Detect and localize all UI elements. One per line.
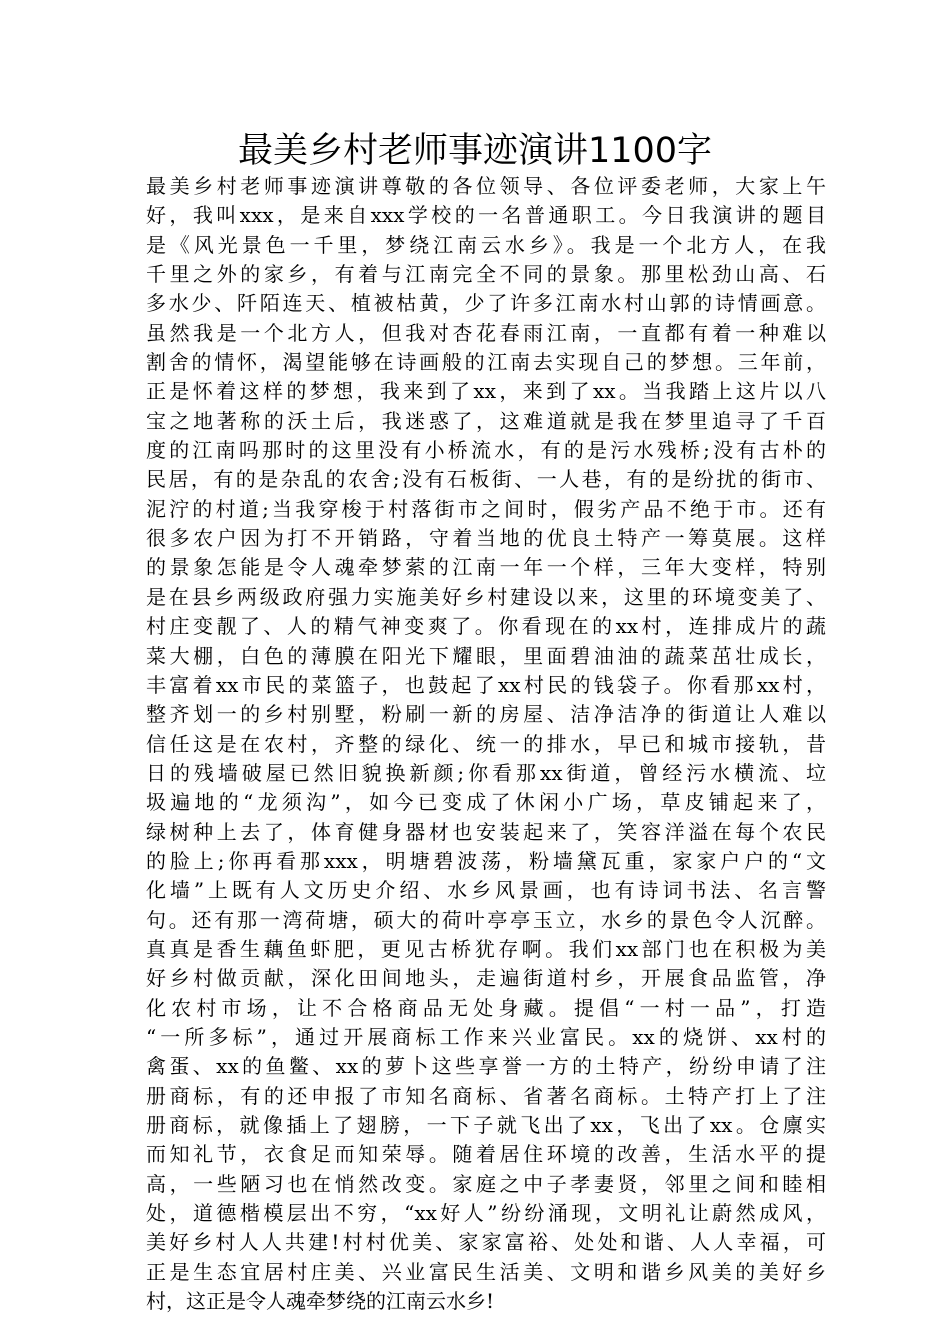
body-text-line: 民居，有的是杂乱的农舍;没有石板街、一人巷，有的是纷扰的街市、 xyxy=(146,467,826,492)
body-text-line: 宝之地著称的沃土后，我迷惑了，这难道就是我在梦里追寻了千百 xyxy=(146,408,826,433)
body-text-line: 很多农户因为打不开销路，守着当地的优良土特产一筹莫展。这样 xyxy=(146,526,826,551)
body-text-line: 的脸上;你再看那xxx，明塘碧波荡，粉墙黛瓦重，家家户户的“文 xyxy=(146,848,826,873)
body-text-line: 绿树种上去了，体育健身器材也安装起来了，笑容洋溢在每个农民 xyxy=(146,819,826,844)
body-text-line: 虽然我是一个北方人，但我对杏花春雨江南，一直都有着一种难以 xyxy=(146,320,826,345)
body-text-line: 千里之外的家乡，有着与江南完全不同的景象。那里松劲山高、石 xyxy=(146,262,826,287)
body-text-line: 好，我叫xxx，是来自xxx学校的一名普通职工。今日我演讲的题目 xyxy=(146,203,826,228)
body-text-line: 日的残墙破屋已然旧貌换新颜;你看那xx街道，曾经污水横流、垃 xyxy=(146,760,826,785)
body-text-line: 泥泞的村道;当我穿梭于村落街市之间时，假劣产品不绝于市。还有 xyxy=(146,496,826,521)
body-text-line: 而知礼节，衣食足而知荣辱。随着居住环境的改善，生活水平的提 xyxy=(146,1142,826,1167)
body-text-line: 信任这是在农村，齐整的绿化、统一的排水，早已和城市接轨，昔 xyxy=(146,731,826,756)
body-text-line: 最美乡村老师事迹演讲尊敬的各位领导、各位评委老师，大家上午 xyxy=(146,174,826,198)
body-text-line: 册商标，有的还申报了市知名商标、省著名商标。土特产打上了注 xyxy=(146,1083,826,1108)
body-text-line: 多水少、阡陌连天、植被枯黄，少了许多江南水村山郭的诗情画意。 xyxy=(146,291,826,316)
body-text-line: 的景象怎能是令人魂牵梦萦的江南一年一个样，三年大变样，特别 xyxy=(146,555,826,580)
body-text-line: 正是怀着这样的梦想，我来到了xx，来到了xx。当我踏上这片以八 xyxy=(146,379,826,404)
body-text-line: 真真是香生藕鱼虾肥，更见古桥犹存啊。我们xx部门也在积极为美 xyxy=(146,936,826,961)
body-text-line: 村庄变靓了、人的精气神变爽了。你看现在的xx村，连排成片的蔬 xyxy=(146,614,826,639)
document-body xyxy=(146,172,826,1316)
body-text-line: 是在县乡两级政府强力实施美好乡村建设以来，这里的环境变美了、 xyxy=(146,584,826,609)
body-text-line: 册商标，就像插上了翅膀，一下子就飞出了xx，飞出了xx。仓廪实 xyxy=(146,1113,826,1137)
body-text-line: 处，道德楷模层出不穷，“xx好人”纷纷涌现，文明礼让蔚然成风， xyxy=(146,1201,826,1226)
body-text-line: 是《风光景色一千里，梦绕江南云水乡》。我是一个北方人，在我 xyxy=(146,232,826,257)
body-text-line: 句。还有那一湾荷塘，硕大的荷叶亭亭玉立，水乡的景色令人沉醉。 xyxy=(146,907,826,932)
body-text-line: 正是生态宜居村庄美、兴业富民生活美、文明和谐乡风美的美好乡 xyxy=(146,1259,826,1284)
body-text-line: 割舍的情怀，渴望能够在诗画般的江南去实现自己的梦想。三年前， xyxy=(146,350,826,375)
body-text-line: 度的江南吗那时的这里没有小桥流水，有的是污水残桥;没有古朴的 xyxy=(146,438,826,463)
body-text-line: 丰富着xx市民的菜篮子，也鼓起了xx村民的钱袋子。你看那xx村， xyxy=(146,672,826,697)
body-text-line: 整齐划一的乡村别墅，粉刷一新的房屋、洁净洁净的街道让人难以 xyxy=(146,702,826,727)
body-text-line: “一所多标”，通过开展商标工作来兴业富民。xx的烧饼、xx村的 xyxy=(146,1024,826,1049)
body-text-line: 美好乡村人人共建!村村优美、家家富裕、处处和谐、人人幸福，可 xyxy=(146,1230,826,1255)
body-text-line: 化墙”上既有人文历史介绍、水乡风景画，也有诗词书法、名言警 xyxy=(146,878,826,903)
document-title: 最美乡村老师事迹演讲1100字 xyxy=(237,131,713,171)
body-text-line: 好乡村做贡献，深化田间地头，走遍街道村乡，开展食品监管，净 xyxy=(146,966,826,991)
body-text-line: 高，一些陋习也在悄然改变。家庭之中子孝妻贤，邻里之间和睦相 xyxy=(146,1171,826,1196)
body-text-line: 圾遍地的“龙须沟”，如今已变成了休闲小广场，草皮铺起来了， xyxy=(146,790,826,815)
body-text-line: 菜大棚，白色的薄膜在阳光下耀眼，里面碧油油的蔬菜茁壮成长， xyxy=(146,643,826,668)
body-text-line: 化农村市场，让不合格商品无处身藏。提倡“一村一品”，打造 xyxy=(146,995,826,1020)
body-text-line: 村，这正是令人魂牵梦绕的江南云水乡! xyxy=(146,1289,495,1314)
body-text-line: 禽蛋、xx的鱼鳖、xx的萝卜这些享誉一方的土特产，纷纷申请了注 xyxy=(146,1054,826,1079)
